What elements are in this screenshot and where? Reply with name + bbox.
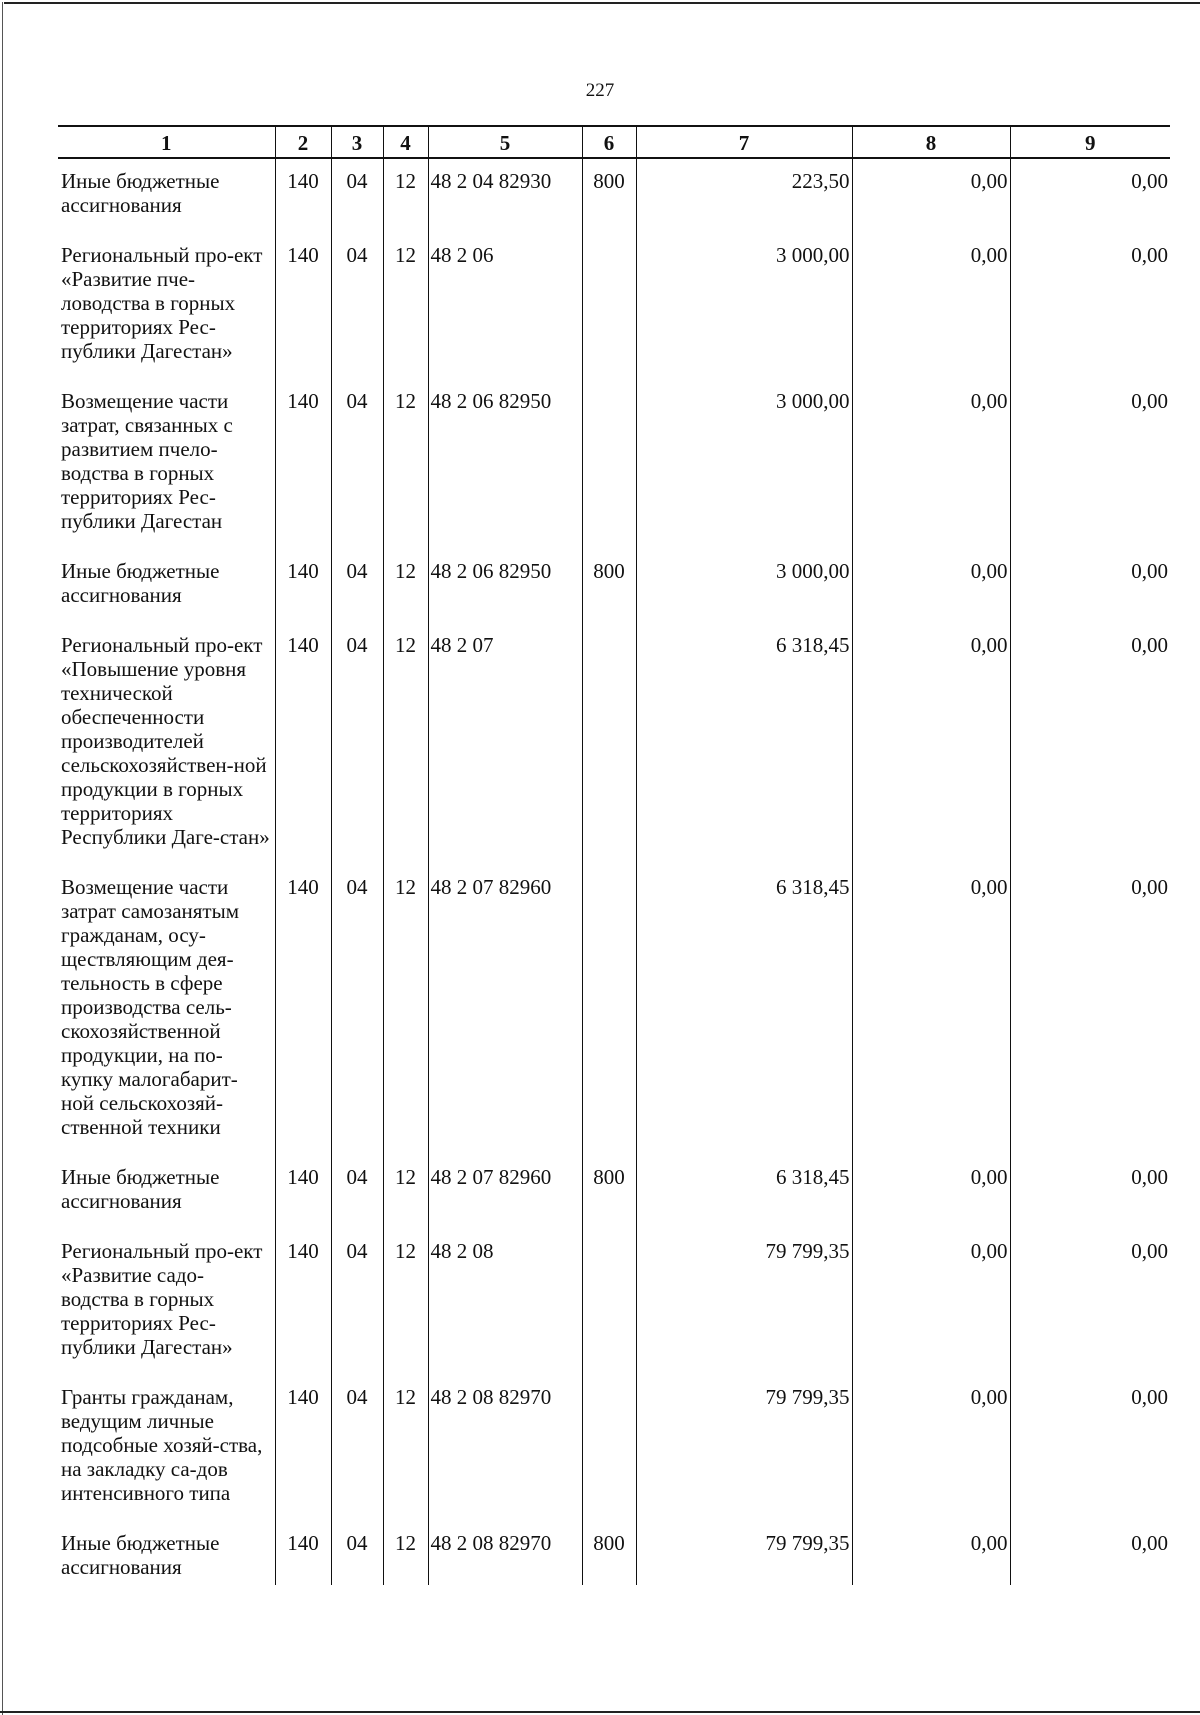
scan-border-bottom <box>0 1711 1200 1713</box>
row-description: Гранты гражданам, ведущим личные подсобные хозяй-ства, на закладку са-дов интенсивного типа <box>61 1385 263 1505</box>
cell-col4: 12 <box>383 633 428 875</box>
cell-col3: 04 <box>331 1385 383 1531</box>
cell-col3: 04 <box>331 389 383 559</box>
cell-col9: 0,00 <box>1010 1165 1170 1239</box>
cell-col8: 0,00 <box>852 1385 1010 1531</box>
cell-col3: 04 <box>331 1531 383 1585</box>
cell-col2: 140 <box>275 1385 331 1531</box>
cell-col9: 0,00 <box>1010 1385 1170 1531</box>
cell-col2: 140 <box>275 1239 331 1385</box>
cell-col7: 6 318,45 <box>636 1165 852 1239</box>
column-header: 5 <box>428 126 582 158</box>
cell-col8: 0,00 <box>852 1239 1010 1385</box>
column-header: 1 <box>58 126 275 158</box>
cell-col4: 12 <box>383 1531 428 1585</box>
row-description: Иные бюджетные ассигнования <box>61 169 220 217</box>
cell-col5: 48 2 07 82960 <box>428 1165 582 1239</box>
cell-col8: 0,00 <box>852 1165 1010 1239</box>
cell-col7: 223,50 <box>636 158 852 243</box>
cell-col9: 0,00 <box>1010 158 1170 243</box>
table-row <box>58 633 1170 875</box>
cell-col8: 0,00 <box>852 633 1010 875</box>
row-description: Иные бюджетные ассигнования <box>61 559 220 607</box>
cell-col8: 0,00 <box>852 1531 1010 1585</box>
table-row <box>58 243 1170 389</box>
cell-col5: 48 2 06 82950 <box>428 389 582 559</box>
cell-col8: 0,00 <box>852 243 1010 389</box>
table-row <box>58 1239 1170 1385</box>
cell-col4: 12 <box>383 1385 428 1531</box>
cell-col6 <box>582 875 636 1165</box>
cell-col7: 6 318,45 <box>636 875 852 1165</box>
cell-col3: 04 <box>331 559 383 633</box>
cell-col6 <box>582 243 636 389</box>
cell-col3: 04 <box>331 1239 383 1385</box>
row-description: Региональный про-ект «Повышение уровня технической обеспеченности производителей сельскохозяйствен-ной продукции в горных территориях Республики Даге-стан» <box>61 633 270 849</box>
cell-col4: 12 <box>383 1165 428 1239</box>
cell-col2: 140 <box>275 875 331 1165</box>
table-row <box>58 559 1170 633</box>
cell-col6 <box>582 1385 636 1531</box>
cell-col3: 04 <box>331 875 383 1165</box>
column-header: 3 <box>331 126 383 158</box>
table-row <box>58 158 1170 243</box>
cell-col6: 800 <box>582 1531 636 1585</box>
table-row <box>58 1385 1170 1531</box>
cell-col5: 48 2 08 82970 <box>428 1531 582 1585</box>
column-header: 9 <box>1010 126 1170 158</box>
cell-col2: 140 <box>275 1531 331 1585</box>
cell-col5: 48 2 07 <box>428 633 582 875</box>
cell-col3: 04 <box>331 158 383 243</box>
column-header: 2 <box>275 126 331 158</box>
scan-border-left <box>2 2 3 1715</box>
cell-col9: 0,00 <box>1010 243 1170 389</box>
cell-col8: 0,00 <box>852 559 1010 633</box>
table-row <box>58 875 1170 1165</box>
table-row <box>58 1165 1170 1239</box>
cell-col9: 0,00 <box>1010 389 1170 559</box>
cell-col4: 12 <box>383 1239 428 1385</box>
cell-col7: 79 799,35 <box>636 1385 852 1531</box>
row-description: Иные бюджетные ассигнования <box>61 1531 220 1579</box>
cell-col5: 48 2 06 <box>428 243 582 389</box>
cell-col7: 3 000,00 <box>636 559 852 633</box>
row-description: Возмещение части затрат, связанных с развитием пчело-водства в горных территориях Рес-публики Дагестан <box>61 389 233 533</box>
cell-col3: 04 <box>331 1165 383 1239</box>
table-header-row <box>58 126 1170 158</box>
row-description: Возмещение части затрат самозанятым гражданам, осу-ществляющим дея-тельность в сфере производства сель-скохозяйственной продукции, на по-купку малогабарит-ной сельскохозяй-ственной техники <box>61 875 239 1139</box>
cell-col7: 3 000,00 <box>636 389 852 559</box>
cell-col5: 48 2 06 82950 <box>428 559 582 633</box>
cell-col7: 6 318,45 <box>636 633 852 875</box>
cell-col8: 0,00 <box>852 875 1010 1165</box>
cell-col6 <box>582 633 636 875</box>
cell-col8: 0,00 <box>852 158 1010 243</box>
cell-col9: 0,00 <box>1010 559 1170 633</box>
cell-col6: 800 <box>582 158 636 243</box>
cell-col2: 140 <box>275 243 331 389</box>
scan-border-top <box>4 2 1200 4</box>
cell-col2: 140 <box>275 559 331 633</box>
cell-col4: 12 <box>383 389 428 559</box>
row-description: Региональный про-ект «Развитие садо-водства в горных территориях Рес-публики Дагестан» <box>61 1239 263 1359</box>
cell-col6 <box>582 389 636 559</box>
cell-col8: 0,00 <box>852 389 1010 559</box>
cell-col5: 48 2 04 82930 <box>428 158 582 243</box>
column-header: 8 <box>852 126 1010 158</box>
row-description: Иные бюджетные ассигнования <box>61 1165 220 1213</box>
cell-col6: 800 <box>582 559 636 633</box>
column-header: 6 <box>582 126 636 158</box>
cell-col9: 0,00 <box>1010 1531 1170 1585</box>
cell-col5: 48 2 08 82970 <box>428 1385 582 1531</box>
cell-col2: 140 <box>275 1165 331 1239</box>
cell-col9: 0,00 <box>1010 633 1170 875</box>
cell-col7: 3 000,00 <box>636 243 852 389</box>
cell-col3: 04 <box>331 633 383 875</box>
cell-col4: 12 <box>383 158 428 243</box>
cell-col3: 04 <box>331 243 383 389</box>
cell-col4: 12 <box>383 243 428 389</box>
cell-col9: 0,00 <box>1010 1239 1170 1385</box>
cell-col2: 140 <box>275 389 331 559</box>
cell-col7: 79 799,35 <box>636 1531 852 1585</box>
cell-col6: 800 <box>582 1165 636 1239</box>
table-row <box>58 1531 1170 1585</box>
cell-col4: 12 <box>383 875 428 1165</box>
cell-col4: 12 <box>383 559 428 633</box>
cell-col9: 0,00 <box>1010 875 1170 1165</box>
table-row <box>58 389 1170 559</box>
row-description: Региональный про-ект «Развитие пче-ловодства в горных территориях Рес-публики Дагестан» <box>61 243 263 363</box>
cell-col5: 48 2 08 <box>428 1239 582 1385</box>
page-number: 227 <box>585 80 615 101</box>
budget-table <box>58 125 1170 1585</box>
cell-col6 <box>582 1239 636 1385</box>
cell-col5: 48 2 07 82960 <box>428 875 582 1165</box>
column-header: 4 <box>383 126 428 158</box>
column-header: 7 <box>636 126 852 158</box>
cell-col7: 79 799,35 <box>636 1239 852 1385</box>
cell-col2: 140 <box>275 633 331 875</box>
cell-col2: 140 <box>275 158 331 243</box>
